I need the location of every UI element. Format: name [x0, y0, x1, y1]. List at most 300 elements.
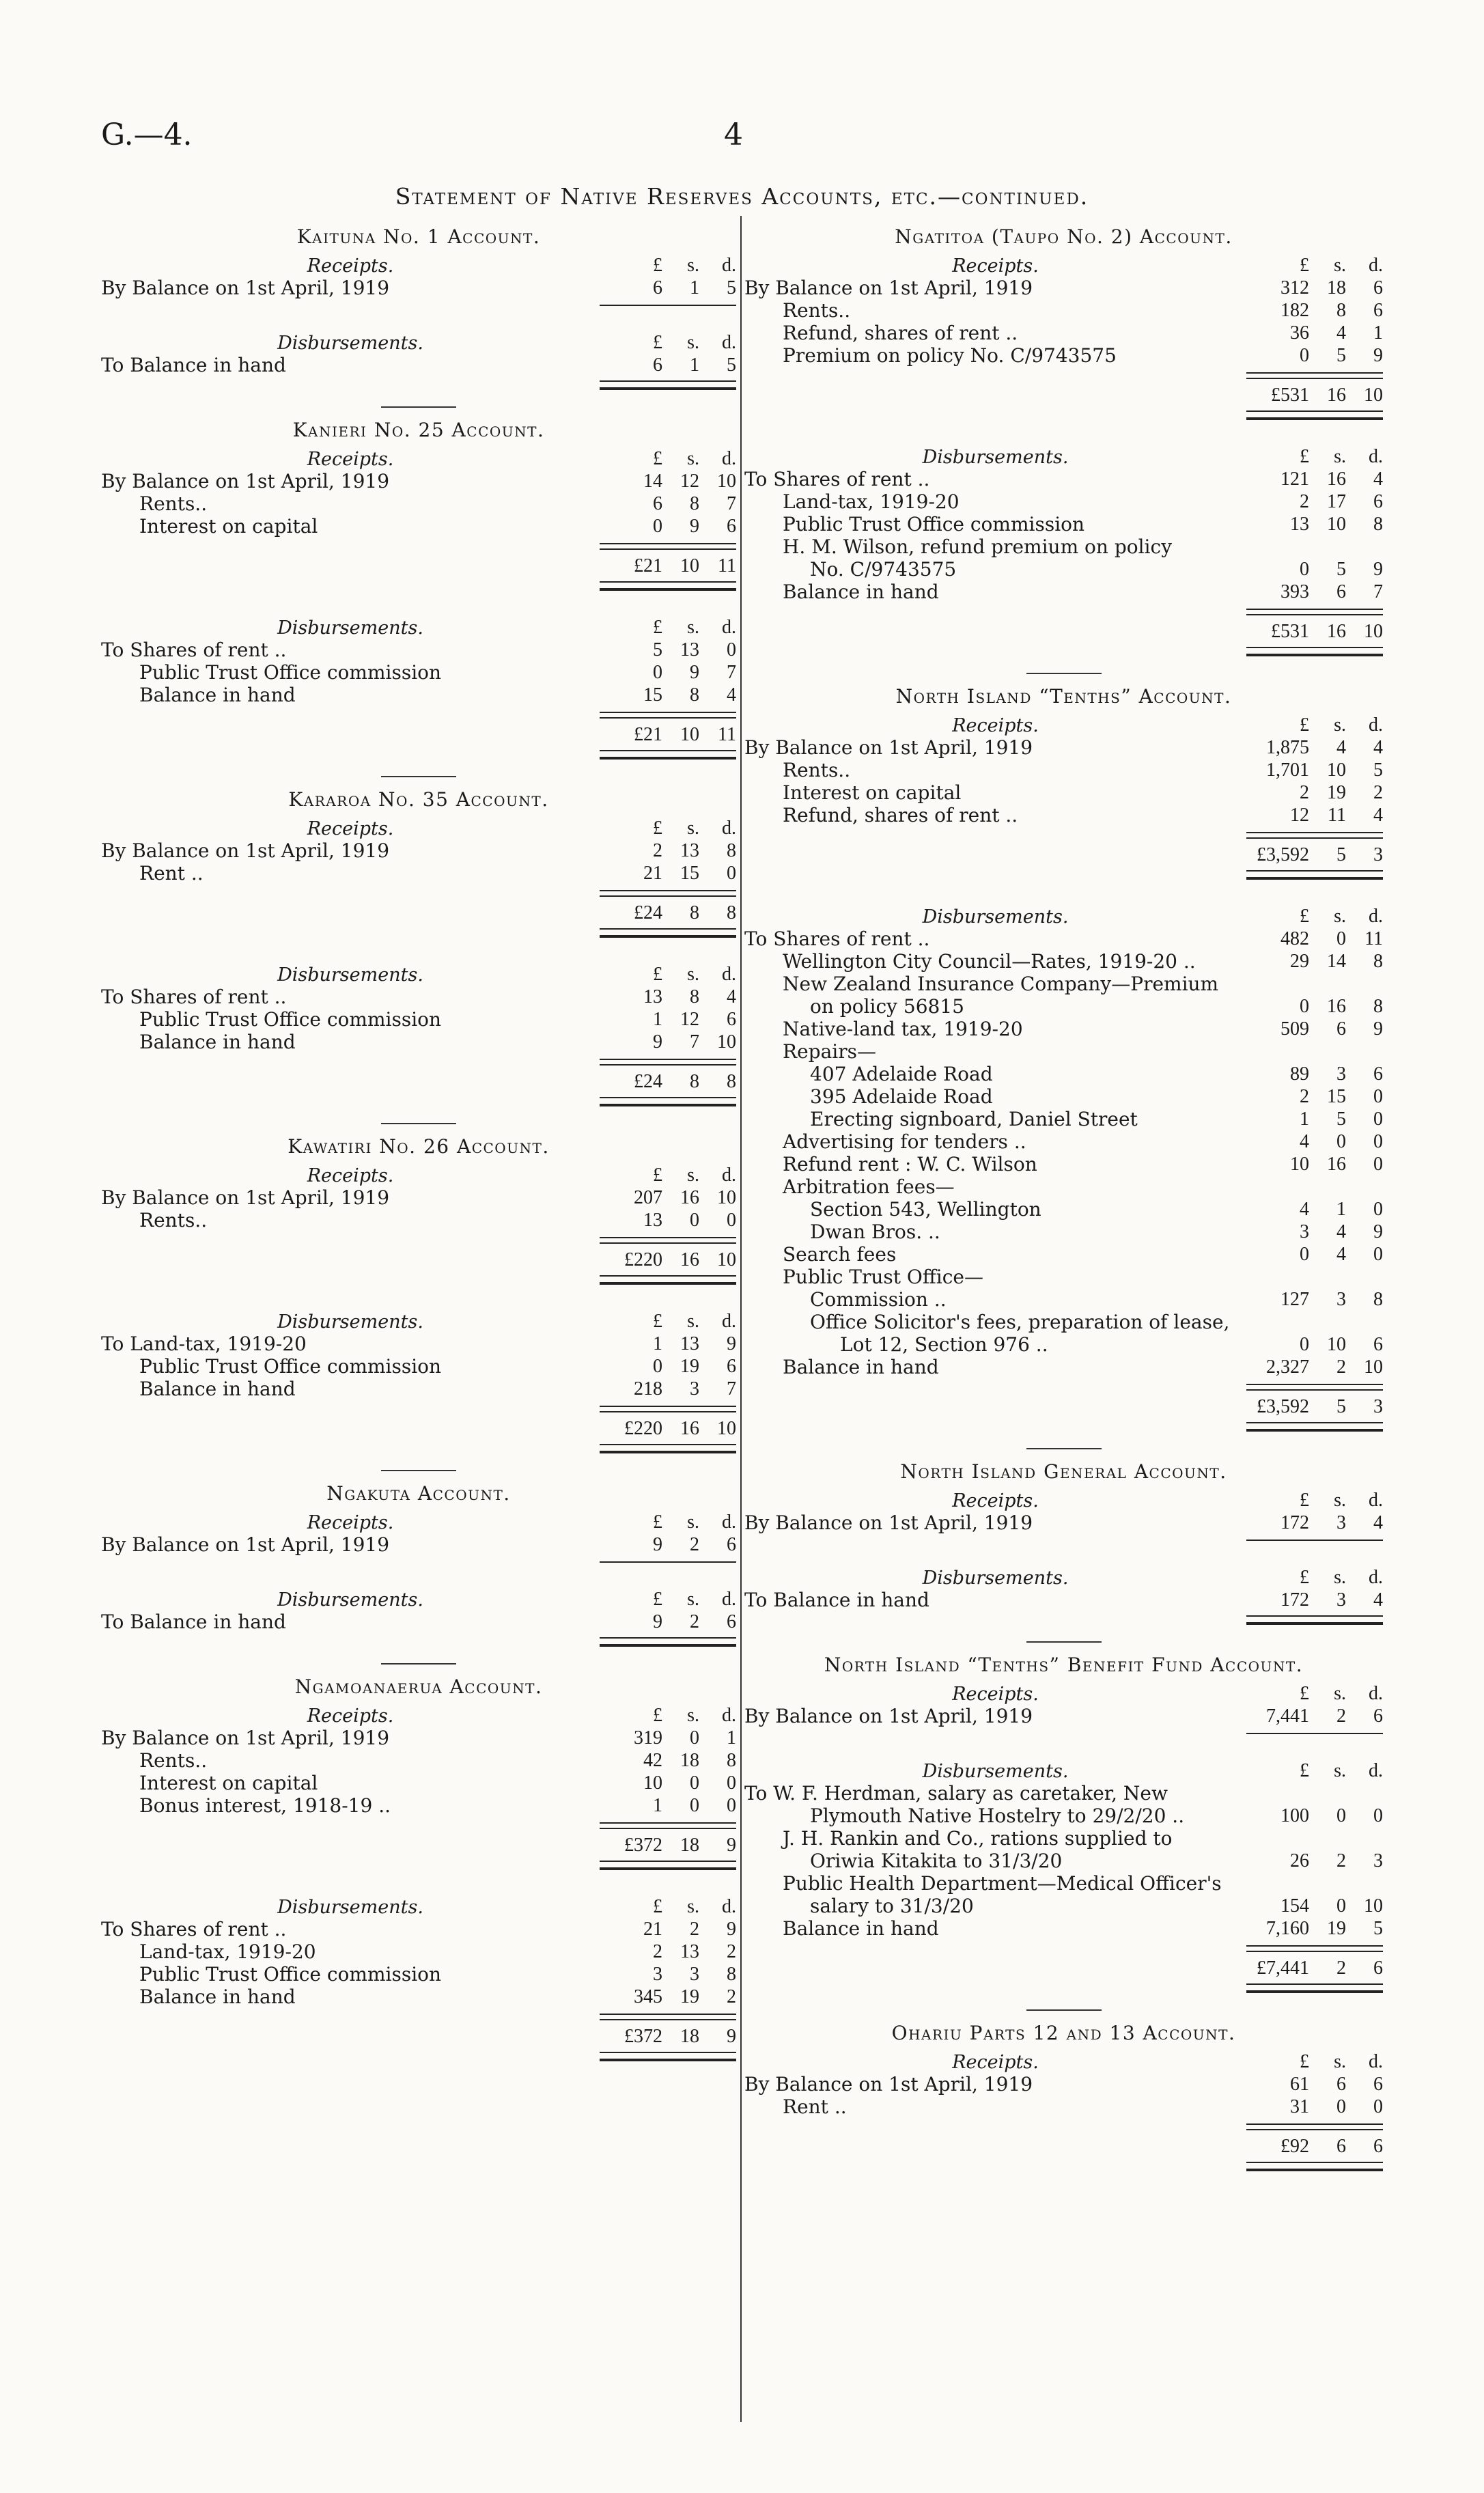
shillings: 2 — [1336, 1850, 1346, 1871]
account-section — [744, 225, 1383, 656]
entry-label: By Balance on 1st April, 1919 — [101, 839, 390, 862]
pounds: 172 — [1280, 1589, 1309, 1611]
pence: d. — [1369, 446, 1383, 467]
column-headings — [1246, 1490, 1383, 1512]
entry-label: Oriwia Kitakita to 31/3/20 — [810, 1850, 1063, 1872]
entry-amount — [1246, 277, 1383, 299]
right-column — [744, 219, 1383, 2171]
total-amount — [600, 717, 736, 746]
double-rule — [600, 1275, 736, 1285]
pounds: £3,592 — [1257, 1396, 1309, 1417]
shillings: 1 — [690, 354, 699, 376]
ledger-row — [744, 1018, 1383, 1040]
total-row — [101, 2019, 736, 2048]
rule — [1246, 1945, 1383, 1947]
entry-label: Balance in hand — [783, 1356, 939, 1378]
entry-label: By Balance on 1st April, 1919 — [101, 1727, 390, 1749]
pence: 6 — [727, 1611, 736, 1632]
entry-label: Public Health Department—Medical Officer's — [783, 1872, 1222, 1895]
shillings: 0 — [1336, 928, 1346, 949]
entry-amount — [600, 639, 736, 661]
double-rule — [1246, 1422, 1383, 1432]
pounds: £92 — [1280, 2136, 1309, 2157]
entry-amount — [1246, 2095, 1383, 2118]
pounds: 0 — [1300, 345, 1309, 366]
shillings: 0 — [690, 1210, 699, 1231]
pounds: 9 — [653, 1611, 662, 1632]
pounds: 4 — [1300, 1199, 1309, 1220]
entry-label: To W. F. Herdman, salary as caretaker, New — [744, 1782, 1168, 1805]
pounds: £ — [653, 1705, 662, 1726]
rule — [600, 712, 736, 713]
total-amount — [1246, 614, 1383, 643]
spacer — [101, 306, 736, 331]
double-rule — [1246, 1615, 1383, 1625]
shillings: 2 — [690, 1611, 699, 1632]
shillings: 14 — [1327, 951, 1346, 972]
entry-amount — [1246, 1198, 1383, 1221]
pence: 7 — [727, 1378, 736, 1399]
shillings: s. — [687, 1896, 699, 1917]
entry-amount — [600, 1727, 736, 1749]
entry-label: To Land-tax, 1919-20 — [101, 1333, 307, 1355]
pounds: 1,701 — [1266, 760, 1309, 781]
pounds: 13 — [643, 1210, 662, 1231]
shillings: 10 — [680, 724, 699, 745]
pounds: 207 — [634, 1187, 662, 1208]
pounds: 21 — [643, 863, 662, 884]
shillings: 0 — [1336, 2096, 1346, 2117]
pounds: 9 — [653, 1534, 662, 1555]
shillings: 18 — [680, 2026, 699, 2047]
shillings: s. — [687, 1512, 699, 1533]
column-headings — [1246, 446, 1383, 468]
subheading-row — [101, 816, 736, 839]
pence: 4 — [1373, 737, 1383, 758]
shillings: 12 — [680, 1009, 699, 1030]
entry-label: Balance in hand — [139, 1378, 296, 1400]
ledger-row — [744, 1198, 1383, 1221]
shillings: s. — [1334, 1490, 1346, 1511]
total-amount — [1246, 1951, 1383, 1979]
entry-label: Rents.. — [783, 299, 851, 322]
rule — [600, 890, 736, 891]
ledger-row — [101, 1378, 736, 1400]
pence: 8 — [727, 840, 736, 861]
ledger-row — [101, 1031, 736, 1053]
shillings: 16 — [1327, 469, 1346, 490]
total-row — [744, 2129, 1383, 2158]
pounds: 42 — [643, 1750, 662, 1771]
section-separator — [381, 1470, 456, 1471]
pounds: 2 — [1300, 782, 1309, 803]
entry-amount — [600, 277, 736, 299]
pence: 7 — [727, 662, 736, 683]
pence: 1 — [727, 1727, 736, 1749]
entry-label: Native-land tax, 1919-20 — [783, 1018, 1023, 1040]
pounds: 0 — [1300, 1244, 1309, 1265]
account-title: Kaituna No. 1 Account. — [296, 225, 541, 248]
pounds: £ — [653, 1311, 662, 1332]
subheading: Receipts. — [952, 715, 1039, 736]
subheading-row — [101, 1895, 736, 1918]
rule — [1246, 1384, 1383, 1385]
pounds: £ — [1300, 1490, 1309, 1511]
subheading-row — [101, 447, 736, 470]
shillings: 8 — [690, 986, 699, 1007]
entry-amount — [600, 1963, 736, 1986]
shillings: 18 — [680, 1750, 699, 1771]
double-rule — [1246, 2162, 1383, 2171]
subheading: Disbursements. — [277, 1897, 423, 1918]
total-amount — [600, 1242, 736, 1271]
entry-amount — [600, 862, 736, 885]
pounds: 482 — [1280, 928, 1309, 949]
double-rule — [1246, 870, 1383, 880]
column-headings — [1246, 255, 1383, 277]
entry-label: Public Trust Office commission — [139, 1963, 442, 1986]
column-headings — [600, 255, 736, 277]
column-headings — [600, 1705, 736, 1727]
rule — [600, 1237, 736, 1238]
total-row — [744, 837, 1383, 866]
total-amount — [1246, 837, 1383, 866]
shillings: 6 — [1336, 1018, 1346, 1040]
account-section — [101, 788, 736, 1106]
ledger-row — [744, 1827, 1383, 1850]
column-headings — [600, 818, 736, 839]
section-separator — [381, 776, 456, 777]
subheading: Disbursements. — [277, 333, 423, 354]
ledger-row — [744, 1705, 1383, 1727]
rule — [1246, 832, 1383, 833]
ledger-row — [101, 354, 736, 376]
pounds: 61 — [1290, 2074, 1309, 2095]
entry-label: By Balance on 1st April, 1919 — [101, 470, 390, 492]
pence: d. — [722, 1705, 736, 1726]
ledger-row — [744, 973, 1383, 995]
pounds: 2 — [1300, 1086, 1309, 1107]
ledger-row — [744, 322, 1383, 344]
pence: 4 — [1373, 469, 1383, 490]
entry-amount — [1246, 1153, 1383, 1175]
shillings: 10 — [1327, 514, 1346, 535]
shillings: 6 — [1336, 2136, 1346, 2157]
pounds: 2 — [653, 1941, 662, 1962]
entry-label: H. M. Wilson, refund premium on policy — [783, 535, 1173, 558]
subheading: Receipts. — [307, 255, 394, 277]
entry-label: Advertising for tenders .. — [783, 1130, 1026, 1153]
shillings: 19 — [680, 1986, 699, 2007]
entry-label: Balance in hand — [139, 684, 296, 706]
pence: d. — [1369, 906, 1383, 927]
entry-label: 407 Adelaide Road — [810, 1063, 993, 1085]
ledger-row — [744, 1153, 1383, 1175]
shillings: 8 — [690, 493, 699, 514]
subheading-row — [744, 445, 1383, 468]
pence: 3 — [1373, 1396, 1383, 1417]
pence: 10 — [717, 471, 736, 492]
pence: 9 — [1373, 345, 1383, 366]
pence: 6 — [727, 1356, 736, 1377]
pounds: 26 — [1290, 1850, 1309, 1871]
ledger-row — [744, 535, 1383, 558]
pence: 8 — [727, 1750, 736, 1771]
pounds: £ — [1300, 255, 1309, 276]
pence: 10 — [1364, 1895, 1383, 1917]
shillings: s. — [1334, 446, 1346, 467]
entry-label: New Zealand Insurance Company—Premium — [783, 973, 1219, 995]
shillings: 0 — [1336, 1131, 1346, 1152]
entry-label: To Balance in hand — [101, 1611, 286, 1633]
shillings: 2 — [1336, 1705, 1346, 1727]
entry-amount — [1246, 1805, 1383, 1827]
column-headings — [600, 332, 736, 354]
pounds: £24 — [634, 1071, 662, 1092]
pence: 6 — [1373, 1334, 1383, 1355]
shillings: s. — [687, 1165, 699, 1186]
shillings: 2 — [690, 1919, 699, 1940]
section-separator — [381, 1663, 456, 1665]
double-rule — [1246, 647, 1383, 656]
pence: 8 — [1373, 1289, 1383, 1310]
pence: 4 — [1373, 805, 1383, 826]
pence: 9 — [1373, 559, 1383, 580]
pence: 0 — [727, 863, 736, 884]
pence: d. — [722, 1512, 736, 1533]
pounds: £24 — [634, 902, 662, 923]
shillings: 12 — [680, 471, 699, 492]
section-separator — [1026, 673, 1102, 674]
pence: 9 — [727, 1333, 736, 1354]
ledger-row — [744, 1872, 1383, 1895]
shillings: s. — [687, 332, 699, 353]
total-row — [101, 717, 736, 746]
ledger-row — [101, 1186, 736, 1209]
total-amount — [600, 1411, 736, 1440]
subheading: Disbursements. — [277, 1589, 423, 1611]
ledger-row — [744, 995, 1383, 1018]
rule — [1246, 372, 1383, 374]
column-headings — [1246, 906, 1383, 928]
column-headings — [1246, 714, 1383, 736]
entry-amount — [600, 684, 736, 706]
entry-amount — [600, 1533, 736, 1556]
pence: d. — [722, 1896, 736, 1917]
pounds: 14 — [643, 471, 662, 492]
account-section — [101, 419, 736, 760]
ledger-row — [744, 1356, 1383, 1378]
pence: 10 — [1364, 1356, 1383, 1378]
pence: 6 — [1373, 2074, 1383, 2095]
shillings: 3 — [1336, 1289, 1346, 1310]
entry-amount — [1246, 322, 1383, 344]
entry-amount — [1246, 1063, 1383, 1085]
ledger-row — [101, 1333, 736, 1355]
entry-amount — [600, 1772, 736, 1794]
shillings: 9 — [690, 662, 699, 683]
pounds: £531 — [1271, 621, 1309, 642]
shillings: 3 — [690, 1378, 699, 1399]
pounds: 0 — [653, 662, 662, 683]
pence: 0 — [1373, 1109, 1383, 1130]
account-title: Kawatiri No. 26 Account. — [288, 1135, 550, 1158]
pounds: 36 — [1290, 322, 1309, 344]
subheading: Receipts. — [952, 1490, 1039, 1512]
entry-amount — [1246, 468, 1383, 490]
pence: d. — [1369, 1683, 1383, 1704]
shillings: s. — [687, 1705, 699, 1726]
pounds: £ — [653, 448, 662, 469]
entry-label: Interest on capital — [139, 515, 318, 538]
double-rule — [600, 1637, 736, 1647]
spacer — [744, 880, 1383, 904]
entry-amount — [1246, 1333, 1383, 1356]
account-title: North Island “Tenths” Benefit Fund Account. — [824, 1654, 1304, 1676]
pence: 7 — [1373, 581, 1383, 602]
entry-amount — [600, 1940, 736, 1963]
entry-amount — [1246, 1705, 1383, 1727]
pounds: £220 — [624, 1249, 662, 1270]
pounds: 0 — [653, 1356, 662, 1377]
pounds: 2,327 — [1266, 1356, 1309, 1378]
ledger-row — [744, 1850, 1383, 1872]
entry-amount — [600, 1186, 736, 1209]
entry-label: Refund, shares of rent .. — [783, 322, 1018, 344]
pounds: 0 — [1300, 1334, 1309, 1355]
total-row — [744, 614, 1383, 643]
rule — [600, 543, 736, 544]
account-section — [744, 1654, 1383, 1993]
entry-amount — [1246, 344, 1383, 367]
entry-amount — [600, 839, 736, 862]
shillings: 0 — [1336, 1805, 1346, 1826]
subheading-row — [101, 1309, 736, 1333]
entry-amount — [600, 1918, 736, 1940]
ledger-row — [101, 1533, 736, 1556]
entry-amount — [600, 1611, 736, 1633]
entry-amount — [1246, 1108, 1383, 1130]
section-separator — [381, 1123, 456, 1124]
spacer — [101, 1563, 736, 1587]
entry-label: Rent .. — [139, 862, 204, 885]
shillings: s. — [1334, 255, 1346, 276]
shillings: 5 — [1336, 559, 1346, 580]
pence: d. — [722, 448, 736, 469]
pounds: 2 — [1300, 491, 1309, 512]
pence: 9 — [727, 2026, 736, 2047]
subheading-row — [101, 331, 736, 354]
pence: 8 — [1373, 996, 1383, 1017]
rule — [600, 1059, 736, 1060]
pounds: £ — [1300, 1683, 1309, 1704]
entry-label: Balance in hand — [783, 1917, 939, 1940]
shillings: 5 — [1336, 844, 1346, 865]
column-divider — [740, 216, 742, 2422]
page-number: 4 — [724, 117, 743, 152]
entry-amount — [600, 1794, 736, 1817]
ledger-row — [101, 639, 736, 661]
ledger-row — [744, 1130, 1383, 1153]
pence: d. — [722, 255, 736, 276]
entry-amount — [600, 354, 736, 376]
ledger-row — [101, 862, 736, 885]
pounds: £ — [1300, 1760, 1309, 1781]
ledger-row — [744, 736, 1383, 759]
pence: d. — [1369, 1490, 1383, 1511]
shillings: 19 — [1327, 782, 1346, 803]
entry-amount — [1246, 513, 1383, 535]
spacer — [101, 938, 736, 962]
entry-label: Rents.. — [139, 1209, 208, 1231]
entry-label: Search fees — [783, 1243, 897, 1266]
total-amount — [600, 548, 736, 577]
pounds: £21 — [634, 724, 662, 745]
entry-label: salary to 31/3/20 — [810, 1895, 974, 1917]
total-amount — [1246, 1389, 1383, 1418]
entry-label: By Balance on 1st April, 1919 — [744, 1512, 1033, 1534]
entry-label: To Shares of rent .. — [101, 986, 287, 1008]
entry-amount — [600, 986, 736, 1008]
shillings: 11 — [1328, 805, 1346, 826]
account-title: North Island General Account. — [900, 1460, 1227, 1483]
section-separator — [1026, 1641, 1102, 1643]
ledger-row — [101, 515, 736, 538]
pence: 6 — [1373, 1705, 1383, 1727]
pounds: £531 — [1271, 385, 1309, 406]
pence: 0 — [1373, 1154, 1383, 1175]
shillings: s. — [687, 964, 699, 985]
total-amount — [600, 1064, 736, 1093]
shillings: 10 — [1327, 1334, 1346, 1355]
entry-amount — [1246, 1243, 1383, 1266]
entry-amount — [600, 1749, 736, 1772]
subheading: Receipts. — [952, 2052, 1039, 2073]
shillings: 4 — [1336, 1244, 1346, 1265]
entry-amount — [600, 1355, 736, 1378]
shillings: 2 — [690, 1534, 699, 1555]
entry-label: Refund, shares of rent .. — [783, 804, 1018, 826]
ledger-row — [101, 492, 736, 515]
ledger-row — [101, 684, 736, 706]
pence: d. — [722, 818, 736, 839]
pounds: 10 — [643, 1772, 662, 1794]
subheading: Receipts. — [307, 1705, 394, 1727]
total-row — [101, 548, 736, 577]
shillings: s. — [687, 617, 699, 638]
shillings: 0 — [690, 1727, 699, 1749]
entry-amount — [1246, 759, 1383, 781]
pence: d. — [1369, 1567, 1383, 1588]
pence: 8 — [727, 902, 736, 923]
pence: d. — [722, 1311, 736, 1332]
double-rule — [600, 2052, 736, 2061]
pence: 10 — [1364, 621, 1383, 642]
total-amount — [600, 2019, 736, 2048]
pounds: £372 — [624, 2026, 662, 2047]
entry-label: Rents.. — [783, 759, 851, 781]
ledger-row — [744, 1895, 1383, 1917]
pounds: 121 — [1280, 469, 1309, 490]
entry-label: Interest on capital — [783, 781, 962, 804]
pounds: 6 — [653, 354, 662, 376]
pence: 0 — [727, 1210, 736, 1231]
column-headings — [600, 1589, 736, 1611]
entry-label: Bonus interest, 1918-19 .. — [139, 1794, 391, 1817]
pounds: 2 — [653, 840, 662, 861]
pounds: 127 — [1280, 1289, 1309, 1310]
entry-amount — [1246, 581, 1383, 603]
